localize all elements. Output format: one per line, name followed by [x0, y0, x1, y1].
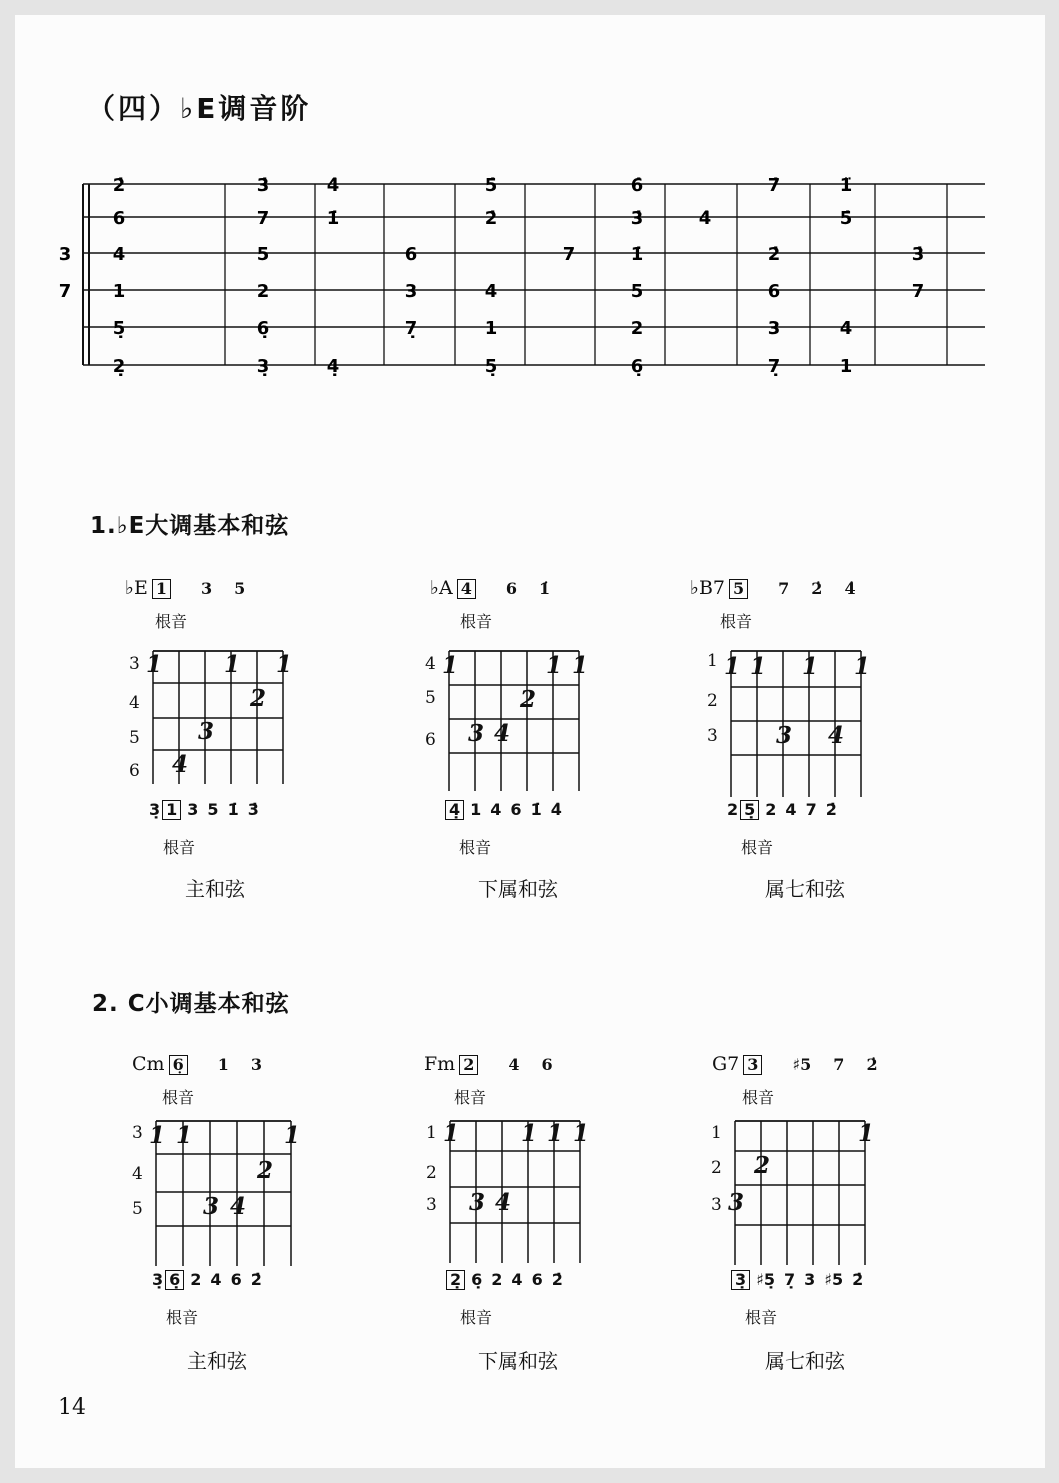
scale-note: 6 [404, 244, 418, 265]
bottom-note: 6 [531, 1270, 543, 1289]
finger-number: 4 [230, 1193, 247, 1220]
root-label: 根音 [460, 612, 493, 631]
finger-number: 2 [754, 1152, 771, 1179]
chord-name: ♭E [125, 577, 148, 599]
chord-note: 6 [505, 579, 517, 598]
scale-note: 3̇ [911, 244, 925, 265]
scale-note: 1̇ [630, 244, 644, 265]
scale-note: 4 [839, 318, 853, 339]
scale-note: 7̣ [404, 318, 418, 339]
finger-number: 1 [573, 1120, 590, 1147]
chord-caption: 属七和弦 [765, 1349, 845, 1373]
bottom-note: 4 [511, 1270, 523, 1289]
finger-number: 3 [728, 1189, 745, 1216]
scale-note: 5 [256, 244, 270, 265]
fret-number: 5 [129, 728, 140, 748]
chord-header [424, 1053, 553, 1075]
bottom-root-label: 根音 [741, 838, 774, 857]
bottom-note: 1 [470, 800, 482, 819]
root-box: 1 [152, 579, 171, 599]
finger-number: 1 [724, 653, 741, 680]
bottom-note: 2̇ [250, 1270, 262, 1289]
finger-number: 1 [802, 653, 819, 680]
chord-header [132, 1053, 262, 1075]
bottom-root-box: 4̣ [445, 800, 464, 820]
bottom-note: 1̇ [227, 800, 239, 819]
scale-note: 2 [256, 281, 270, 302]
bottom-note: 3̇ [247, 800, 259, 819]
chord-note: ♯5 [792, 1055, 812, 1074]
finger-number: 3 [468, 720, 485, 747]
finger-number: 1 [284, 1121, 301, 1149]
chord-note: 1 [217, 1055, 229, 1074]
root-box: 3 [743, 1055, 762, 1075]
finger-number: 1 [546, 652, 563, 679]
section-title-major: 1.♭E大调基本和弦 [90, 513, 290, 539]
chord-caption: 下属和弦 [478, 1349, 558, 1373]
fret-number: 3 [132, 1123, 143, 1143]
bottom-root-box: 3̣ [731, 1270, 750, 1290]
bottom-note: 3̣ [152, 1270, 164, 1289]
bottom-note: 2 [190, 1270, 202, 1289]
bottom-note: 4̇ [550, 800, 562, 819]
fret-number: 4 [425, 654, 436, 674]
bottom-note: 7̣ [784, 1270, 796, 1289]
finger-number: 2 [257, 1157, 274, 1184]
position-label: 3 [58, 244, 72, 265]
position-label: 7 [58, 281, 72, 302]
chord-caption: 主和弦 [185, 877, 245, 901]
scale-note: 3 [404, 281, 418, 302]
scale-note: 4̇ [698, 208, 712, 229]
bottom-note: 6 [230, 1270, 242, 1289]
bottom-root-box: 1 [162, 800, 181, 820]
bottom-note: 1̇ [530, 800, 542, 819]
finger-number: 3 [198, 718, 215, 745]
finger-number: 1 [521, 1120, 538, 1147]
finger-number: 4 [828, 722, 845, 749]
bottom-root-box: 5̣ [740, 800, 759, 820]
root-box: 5 [729, 579, 748, 599]
chord-note: 6 [541, 1055, 553, 1074]
chord-note: 4 [508, 1055, 520, 1074]
scale-note: 6 [767, 281, 781, 302]
bottom-note: 2̇ [852, 1270, 864, 1289]
bottom-note: 5 [207, 800, 219, 819]
scale-note: 4̇ [326, 175, 340, 196]
bottom-notes [446, 1270, 572, 1290]
fret-number: 1 [707, 651, 718, 671]
scale-note: 7 [911, 281, 925, 302]
chord-grid [733, 1119, 867, 1267]
fret-number: 3 [426, 1195, 437, 1215]
scale-note: 5̣ [484, 356, 498, 377]
bottom-note: 2 [765, 800, 777, 819]
finger-number: 3 [469, 1189, 486, 1216]
chord-name: ♭A [430, 577, 453, 599]
scale-note: 7̇ [767, 175, 781, 196]
scale-note: 7̣ [767, 356, 781, 377]
bottom-root-label: 根音 [745, 1308, 778, 1327]
scale-note: 5̇ [484, 175, 498, 196]
scale-note: 6̣ [256, 318, 270, 339]
bottom-note: 4 [785, 800, 797, 819]
chord-caption: 主和弦 [187, 1349, 247, 1373]
fret-number: 2 [711, 1158, 722, 1178]
fret-number: 2 [707, 691, 718, 711]
finger-number: 1 [443, 1120, 460, 1147]
root-label: 根音 [155, 612, 188, 631]
bottom-notes [149, 800, 268, 820]
bottom-root-label: 根音 [163, 838, 196, 857]
fret-number: 6 [425, 730, 436, 750]
finger-number: 1 [224, 651, 241, 678]
finger-number: 1 [176, 1121, 193, 1149]
bottom-root-box: 2̣ [446, 1270, 465, 1290]
finger-number: 2 [250, 684, 267, 712]
scale-note: 7 [562, 244, 576, 265]
chord-note: 2̇ [866, 1055, 878, 1074]
scale-diagram [15, 15, 1045, 435]
scale-note: 3̣ [256, 356, 270, 377]
root-label: 根音 [720, 612, 753, 631]
bottom-note: 6̣ [471, 1270, 483, 1289]
chord-grid [154, 1119, 293, 1268]
chord-name: Cm [132, 1053, 165, 1075]
root-box: 2 [459, 1055, 478, 1075]
finger-number: 4 [494, 720, 511, 747]
bottom-note: 4 [490, 800, 502, 819]
bottom-note: 3 [804, 1270, 816, 1289]
chord-header [712, 1053, 878, 1075]
scale-note: 3̇ [256, 175, 270, 196]
scale-note: 1 [484, 318, 498, 339]
scale-note: 2̇ [484, 208, 498, 229]
bottom-note: 2 [491, 1270, 503, 1289]
root-label: 根音 [454, 1088, 487, 1107]
chord-caption: 属七和弦 [765, 877, 845, 901]
scale-note: 1̈ [839, 175, 853, 196]
scale-note: 3 [767, 318, 781, 339]
chord-note: 2̇ [811, 579, 823, 598]
chord-name: G7 [712, 1053, 740, 1075]
chord-note: 4̇ [844, 579, 856, 598]
finger-number: 1 [750, 653, 767, 680]
scale-note: 5̣ [112, 318, 126, 339]
fret-number: 4 [132, 1164, 143, 1184]
bottom-note: 3̣ [149, 800, 161, 819]
finger-number: 1 [854, 653, 871, 680]
root-box: 6̣ [169, 1055, 188, 1075]
chord-note: 3 [250, 1055, 262, 1074]
fret-number: 3 [129, 654, 140, 674]
finger-number: 1 [276, 651, 293, 678]
page [15, 15, 1045, 1468]
chord-name: ♭B7 [690, 577, 726, 599]
bottom-root-box: 6̣ [165, 1270, 184, 1290]
finger-number: 1 [149, 1121, 166, 1149]
scale-note: 6̣ [630, 356, 644, 377]
bottom-note: 2 [727, 800, 739, 819]
bottom-notes [731, 1270, 872, 1290]
bottom-note: 2̇ [551, 1270, 563, 1289]
scale-note: 4 [112, 244, 126, 265]
fret-number: 1 [711, 1123, 722, 1143]
fret-number: 3 [711, 1195, 722, 1215]
bottom-notes [152, 1270, 271, 1290]
finger-number: 1 [442, 652, 459, 679]
finger-number: 3 [776, 722, 793, 749]
bottom-note: 7 [805, 800, 817, 819]
chord-note: 7 [778, 579, 790, 598]
finger-number: 3 [203, 1193, 220, 1220]
finger-number: 1 [146, 651, 163, 678]
scale-note: 2̇ [112, 175, 126, 196]
scale-note: 1 [839, 356, 853, 377]
finger-number: 2 [520, 686, 537, 713]
chord-header [125, 577, 245, 599]
bottom-root-label: 根音 [459, 838, 492, 857]
finger-number: 1 [858, 1120, 875, 1147]
fret-number: 5 [425, 688, 436, 708]
fret-number: 5 [132, 1199, 143, 1219]
scale-note: 7 [256, 208, 270, 229]
bottom-note: ♯5 [824, 1270, 844, 1289]
root-box: 4 [457, 579, 476, 599]
finger-number: 1 [547, 1120, 564, 1147]
scale-note: 2 [630, 318, 644, 339]
bottom-note: 6 [510, 800, 522, 819]
fret-number: 4 [129, 693, 140, 713]
scale-note: 5̇ [839, 208, 853, 229]
page-number: 14 [58, 1395, 86, 1420]
chord-header [690, 577, 856, 599]
bottom-note: 4 [210, 1270, 222, 1289]
scale-note: 2̣ [112, 356, 126, 377]
section-title-minor: 2. C小调基本和弦 [92, 991, 290, 1017]
chord-note: 3 [200, 579, 213, 598]
fret-number: 2 [426, 1163, 437, 1183]
bottom-note: ♯5̣ [756, 1270, 776, 1289]
scale-note: 6 [112, 208, 126, 229]
scale-note: 4̣ [326, 356, 340, 377]
chord-header [430, 577, 550, 599]
chord-note: 7 [833, 1055, 845, 1074]
scale-note: 3̇ [630, 208, 644, 229]
bottom-root-label: 根音 [166, 1308, 199, 1327]
scale-note: 4 [484, 281, 498, 302]
chord-caption: 下属和弦 [478, 877, 558, 901]
root-label: 根音 [742, 1088, 775, 1107]
fret-number: 6 [129, 761, 140, 781]
chord-name: Fm [424, 1053, 456, 1075]
finger-number: 4 [495, 1189, 512, 1216]
scale-note: 6̇ [630, 175, 644, 196]
bottom-notes [727, 800, 846, 820]
fret-number: 1 [426, 1123, 437, 1143]
scale-note: 1 [112, 281, 126, 302]
finger-number: 1 [572, 652, 589, 679]
finger-number: 4 [172, 751, 189, 778]
fret-number: 3 [707, 726, 718, 746]
root-label: 根音 [162, 1088, 195, 1107]
bottom-notes [445, 800, 571, 820]
page-title: （四）♭E调音阶 [87, 92, 312, 125]
chord-note: 5 [234, 579, 246, 598]
bottom-note: 3 [187, 800, 199, 819]
chord-note: 1̇ [538, 579, 551, 598]
bottom-root-label: 根音 [460, 1308, 493, 1327]
bottom-note: 2̇ [825, 800, 837, 819]
scale-note: 2̇ [767, 244, 781, 265]
scale-note: 5 [630, 281, 644, 302]
scale-note: 1̇ [326, 208, 340, 229]
